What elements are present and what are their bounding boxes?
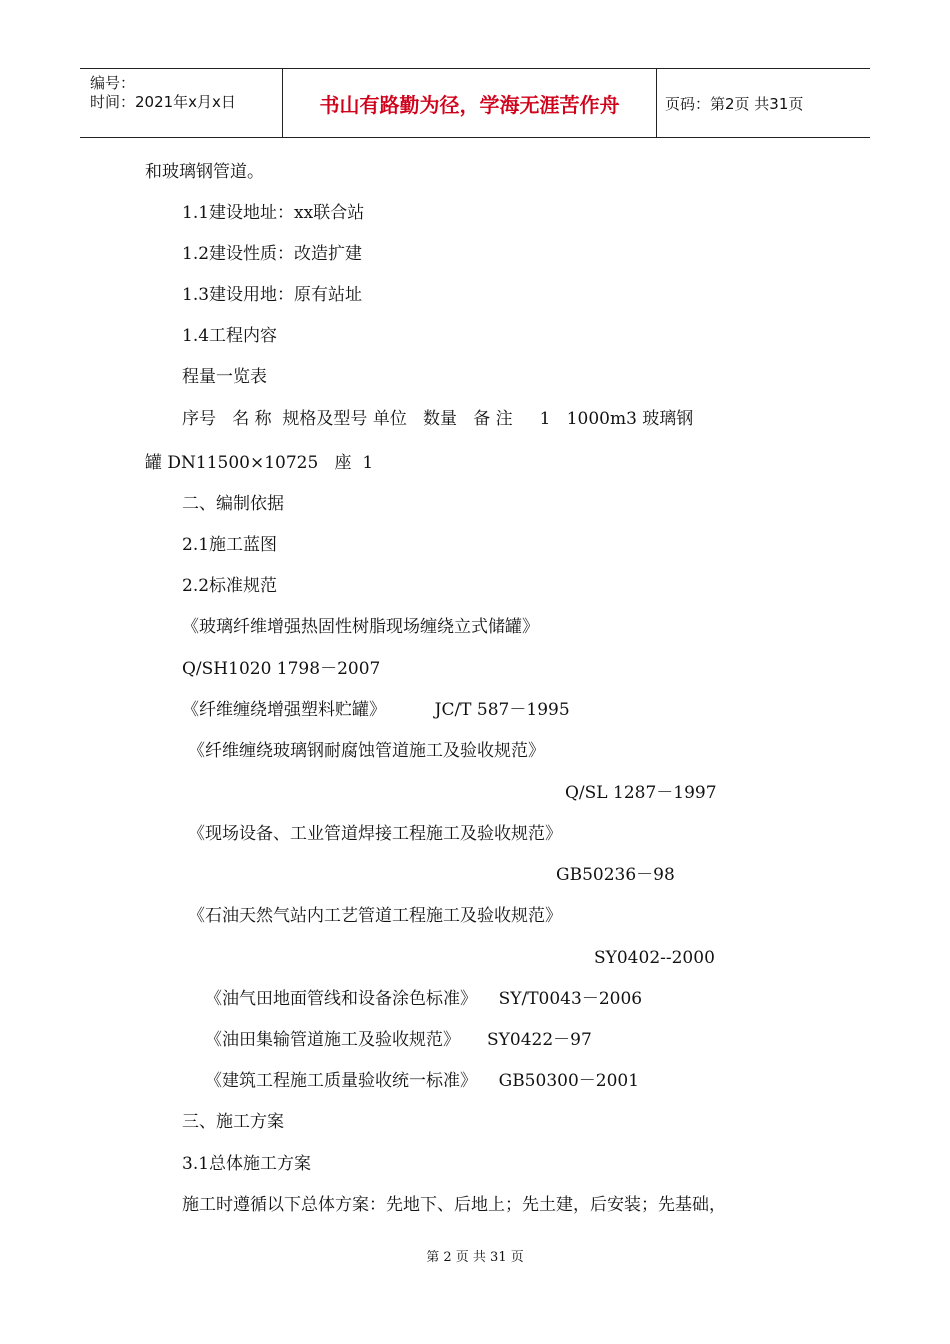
standard-title: 《建筑工程施工质量验收统一标准》 GB50300－2001 [205, 1071, 640, 1091]
text-line: 1.4工程内容 [182, 326, 278, 346]
standard-title: 《油气田地面管线和设备涂色标准》 SY/T0043－2006 [205, 989, 643, 1009]
text-line: 施工时遵循以下总体方案：先地下、后地上；先土建，后安装；先基础， [182, 1195, 726, 1215]
standard-title: 《纤维缠绕增强塑料贮罐》 JC/T 587－1995 [182, 700, 570, 720]
standard-code: SY0402--2000 [594, 948, 715, 968]
standard-code: Q/SH1020 1798－2007 [182, 659, 381, 679]
text-line: 3.1总体施工方案 [182, 1154, 312, 1174]
text-line: 序号 名 称 规格及型号 单位 数量 备 注 1 1000m3 玻璃钢 [182, 409, 694, 429]
number-label: 编号： [90, 74, 136, 92]
text-line: 1.1建设地址：xx联合站 [182, 203, 365, 223]
section-heading: 三、施工方案 [182, 1112, 284, 1132]
time-label: 时间：2021年x月x日 [90, 93, 236, 111]
text-line: 程量一览表 [182, 367, 267, 387]
standard-title: 《油田集输管道施工及验收规范》 SY0422－97 [205, 1030, 592, 1050]
document-header [80, 68, 870, 138]
text-line: 2.2标准规范 [182, 576, 278, 596]
text-line: 罐 DN11500×10725 座 1 [145, 453, 374, 473]
section-heading: 二、编制依据 [182, 494, 284, 514]
page-footer: 第 2 页 共 31 页 [426, 1250, 524, 1265]
text-line: 2.1施工蓝图 [182, 535, 278, 555]
header-meta-cell [80, 69, 283, 137]
standard-title: 《纤维缠绕玻璃钢耐腐蚀管道施工及验收规范》 [188, 741, 545, 761]
standard-title: 《现场设备、工业管道焊接工程施工及验收规范》 [188, 824, 562, 844]
text-line: 和玻璃钢管道。 [145, 162, 264, 182]
standard-title: 《玻璃纤维增强热固性树脂现场缠绕立式储罐》 [182, 617, 539, 637]
standard-code: GB50236－98 [556, 865, 675, 885]
text-line: 1.2建设性质：改造扩建 [182, 244, 363, 264]
standard-title: 《石油天然气站内工艺管道工程施工及验收规范》 [188, 906, 562, 926]
text-line: 1.3建设用地：原有站址 [182, 285, 363, 305]
header-page-info: 页码：第2页 共31页 [665, 94, 804, 113]
standard-code: Q/SL 1287－1997 [565, 783, 717, 803]
header-motto: 书山有路勤为径，学海无涯苦作舟 [283, 69, 657, 137]
